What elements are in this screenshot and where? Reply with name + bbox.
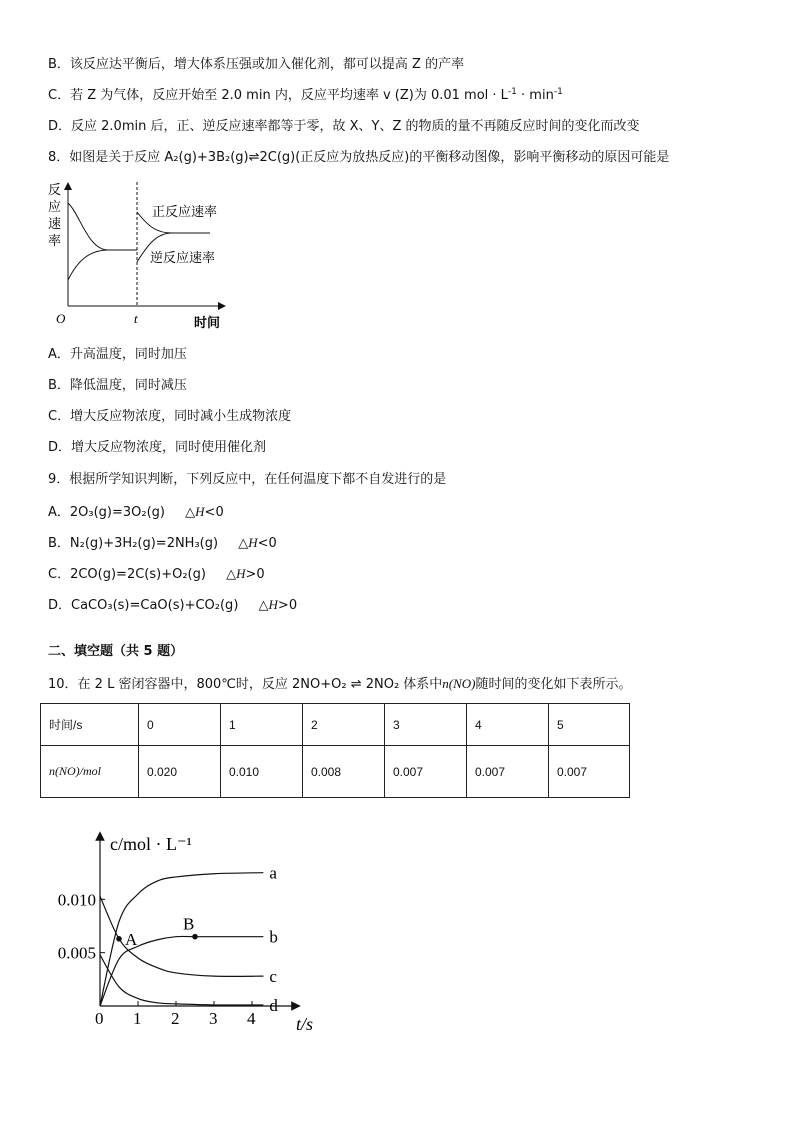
q9-a-h: H [195, 504, 205, 519]
q9-a-eq: A．2O₃(g)=3O₂(g) [48, 505, 166, 520]
table-row [41, 746, 630, 798]
q9-stem: 9．根据所学知识判断，下列反应中，在任何温度下都不自发进行的是 [48, 472, 447, 487]
table-header-cell: 1 [221, 704, 303, 746]
q8-curve-reverse-initial [68, 250, 137, 280]
section-heading: 二、填空题（共 5 题） [48, 644, 184, 659]
q9-option-c [48, 565, 265, 584]
q8-ylabel-2: 应 [48, 199, 62, 214]
point-label-B: B [183, 914, 195, 934]
q10-stem-pre: 10．在 2 L 密闭容器中，800℃时，反应 2NO+O₂ ⇌ 2NO₂ 体系中 [48, 677, 443, 692]
q9-c-h: H [236, 566, 246, 581]
chart-ylabel: c/mol · L⁻¹ [110, 834, 192, 854]
series-label-c: c [269, 967, 277, 987]
table-cell: 0.010 [221, 746, 303, 798]
q7-option-c-sup2: -1 [553, 87, 563, 97]
q7-option-d: D．反应 2.0min 后，正、逆反应速率都等于零，故 X、Y、Z 的物质的量不再随反应时间的变化而改变 [48, 119, 640, 134]
table-header-cell: 4 [467, 704, 549, 746]
nno-table [40, 703, 630, 798]
q7-option-c-mid: · min [516, 88, 554, 103]
q8-xlabel: 时间 [194, 315, 221, 330]
table-cell: 0.020 [139, 746, 221, 798]
series-label-b: b [269, 927, 278, 947]
q9-b-delta: △ [238, 536, 249, 551]
q8-option-b: B．降低温度，同时减压 [48, 378, 187, 393]
q8-ylabel-1: 反 [48, 182, 62, 197]
q8-option-a: A．升高温度，同时加压 [48, 347, 187, 362]
q8-forward-label: 正反应速率 [152, 204, 218, 219]
q9-option-d [48, 596, 297, 615]
q8-reverse-label: 逆反应速率 [150, 250, 216, 265]
q9-d-sign: >0 [277, 598, 298, 613]
concentration-chart [40, 826, 340, 1041]
table-cell: 0.007 [549, 746, 630, 798]
q10-stem-post: 随时间的变化如下表所示。 [475, 677, 632, 692]
table-header-cell: 5 [549, 704, 630, 746]
table-header-cell: 时间/s [41, 704, 139, 746]
q7-option-c-text: C．若 Z 为气体，反应开始至 2.0 min 内，反应平均速率 v (Z)为 0.01 mol · L [48, 88, 508, 103]
q9-a-delta: △ [185, 505, 196, 520]
point-label-A: A [125, 929, 138, 949]
q9-c-delta: △ [226, 567, 237, 582]
q9-d-eq: D．CaCO₃(s)=CaO(s)+CO₂(g) [48, 598, 239, 613]
series-label-a: a [269, 863, 277, 883]
table-header-cell: 0 [139, 704, 221, 746]
point-marker-A [116, 936, 122, 942]
table-row-label: n(NO)/mol [41, 746, 139, 798]
q9-option-a [48, 503, 224, 522]
series-line-d [100, 955, 263, 1005]
q10-stem [48, 675, 632, 694]
q9-a-sign: <0 [204, 505, 224, 520]
table-header-cell: 3 [385, 704, 467, 746]
x-tick-label: 4 [247, 1009, 256, 1028]
q7-option-b: B．该反应达平衡后，增大体系压强或加入催化剂，都可以提高 Z 的产率 [48, 57, 465, 72]
table-header-cell: 2 [303, 704, 385, 746]
q9-c-eq: C．2CO(g)=2C(s)+O₂(g) [48, 567, 206, 582]
q8-ylabel-4: 率 [48, 233, 62, 248]
q9-b-sign: <0 [257, 536, 277, 551]
q7-option-c-sup1: -1 [507, 87, 517, 97]
table-cell: 0.008 [303, 746, 385, 798]
x-tick-label: 3 [209, 1009, 218, 1028]
q8-rate-graph [44, 176, 244, 336]
q8-ylabel-3: 速 [48, 216, 62, 231]
table-header-row [41, 704, 630, 746]
q9-b-eq: B．N₂(g)+3H₂(g)=2NH₃(g) [48, 536, 219, 551]
y-tick-label: 0.010 [57, 890, 96, 910]
q9-b-h: H [248, 535, 258, 550]
q9-d-delta: △ [258, 598, 269, 613]
q10-stem-nno: n(NO) [442, 676, 476, 691]
chart-xlabel: t/s [296, 1014, 314, 1034]
q8-origin-label: O [56, 311, 66, 326]
x-tick-label: 0 [95, 1009, 104, 1028]
q8-curve-forward-initial [68, 203, 137, 250]
x-tick-label: 2 [171, 1009, 180, 1028]
series-label-d: d [269, 995, 278, 1015]
point-marker-B [192, 934, 198, 940]
y-tick-label: 0.005 [57, 943, 96, 963]
q8-stem: 8．如图是关于反应 A₂(g)+3B₂(g)⇌2C(g)(正反应为放热反应)的平衡移动图像，影响平衡移动的原因可能是 [48, 150, 670, 165]
q8-option-c: C．增大反应物浓度，同时减小生成物浓度 [48, 409, 292, 424]
q9-d-h: H [268, 597, 278, 612]
table-cell: 0.007 [385, 746, 467, 798]
q9-option-b [48, 534, 277, 553]
q8-t-label: t [134, 311, 138, 326]
table-cell: 0.007 [467, 746, 549, 798]
q9-c-sign: >0 [245, 567, 265, 582]
q8-option-d: D．增大反应物浓度，同时使用催化剂 [48, 440, 267, 455]
q7-option-c [48, 87, 563, 105]
x-tick-label: 1 [133, 1009, 142, 1028]
